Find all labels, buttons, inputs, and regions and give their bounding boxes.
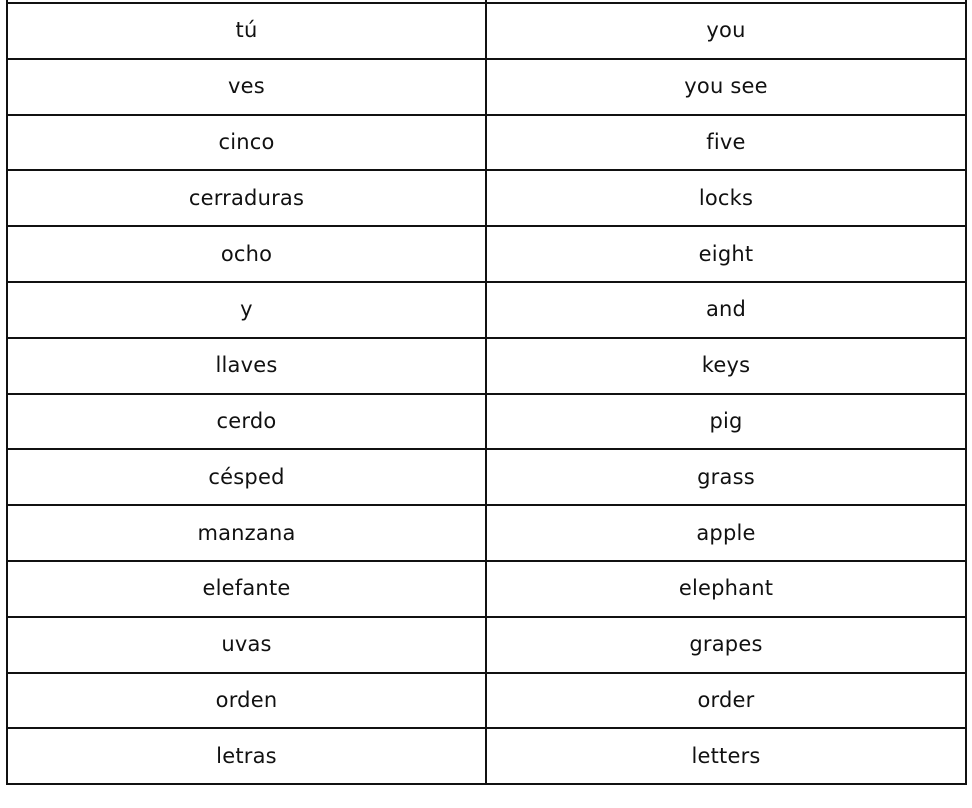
english-word: grapes <box>486 617 966 673</box>
table-row <box>7 226 966 282</box>
english-word: eight <box>486 226 966 282</box>
table-row <box>7 561 966 617</box>
spanish-word: cerraduras <box>7 170 486 226</box>
spanish-word: tú <box>7 3 486 59</box>
spanish-word: cerdo <box>7 394 486 450</box>
english-word: keys <box>486 338 966 394</box>
english-word: elephant <box>486 561 966 617</box>
english-word: and <box>486 282 966 338</box>
spanish-word: uvas <box>7 617 486 673</box>
table-row <box>7 728 966 784</box>
table-row <box>7 449 966 505</box>
english-word: letters <box>486 728 966 784</box>
spanish-word: césped <box>7 449 486 505</box>
table-row <box>7 673 966 729</box>
spanish-word: ocho <box>7 226 486 282</box>
english-word: you <box>486 3 966 59</box>
spanish-word: elefante <box>7 561 486 617</box>
english-word: you see <box>486 59 966 115</box>
spanish-word: y <box>7 282 486 338</box>
spanish-word: manzana <box>7 505 486 561</box>
english-word: order <box>486 673 966 729</box>
table-row <box>7 3 966 59</box>
english-word: pig <box>486 394 966 450</box>
vocabulary-table <box>6 0 967 785</box>
table-row <box>7 338 966 394</box>
spanish-word: ves <box>7 59 486 115</box>
english-word: grass <box>486 449 966 505</box>
table-row <box>7 59 966 115</box>
english-word: five <box>486 115 966 171</box>
english-word: locks <box>486 170 966 226</box>
table-row <box>7 170 966 226</box>
table-row <box>7 394 966 450</box>
spanish-word: cinco <box>7 115 486 171</box>
table-row <box>7 115 966 171</box>
table-row <box>7 505 966 561</box>
table-row <box>7 282 966 338</box>
spanish-word: letras <box>7 728 486 784</box>
table-row <box>7 617 966 673</box>
spanish-word: llaves <box>7 338 486 394</box>
spanish-word: orden <box>7 673 486 729</box>
english-word: apple <box>486 505 966 561</box>
